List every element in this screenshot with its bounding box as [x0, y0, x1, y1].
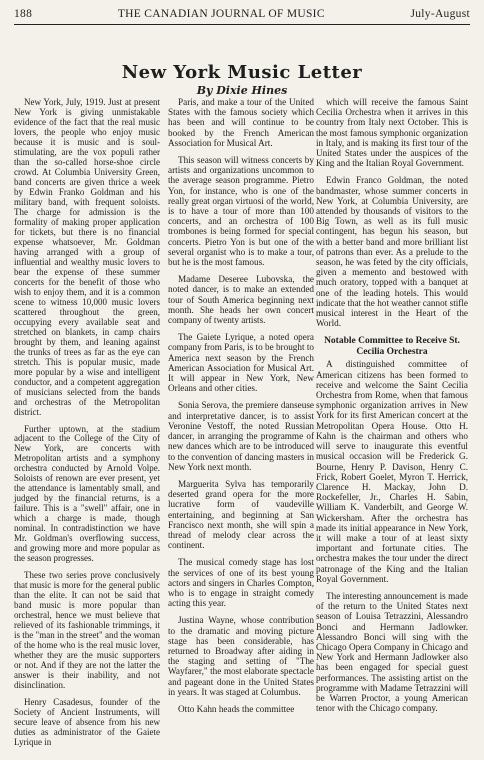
paragraph: Sonia Serova, the premiere danseuse and interpretative dancer, is to assist Veronine Vestoff, the noted Russian dancer, in arranging the programme of new dances which are to be introduced to the convention of dancing masters in New York next month.: [168, 400, 314, 472]
paragraph: Justina Wayne, whose contribution to the dramatic and moving picture stage has been considerable, has returned to Broadway after aiding in the staging and setting of "The Wayfarer," the most elaborate spectacle and pageant done in the United States in years. It was staged at Columbus.: [168, 615, 314, 697]
section-heading: Notable Committee to Receive St. Cecilia Orchestra: [324, 336, 460, 357]
paragraph: These two series prove conclusively that music is more for the general public than the elite. It can not be said that band music is more popular than orchestral, hence we must believe that relieved of its fashionable trimmings, it is the "man in the street" and the woman of the home who is the real music lover, whether they are the music supporters or not. And if they are not the latter the answer is their inability, and not disinclination.: [14, 570, 160, 691]
journal-name: THE CANADIAN JOURNAL OF MUSIC: [117, 8, 325, 20]
page-number: 188: [14, 8, 33, 20]
column-2: [168, 97, 314, 721]
header-rule: [14, 24, 470, 25]
paragraph: Madame Deseree Lubovska, the noted dancer, is to make an extended tour of South America beginning next month. She heads her own concert company of twenty artists.: [168, 274, 314, 326]
paragraph: This season will witness concerts by artists and organizations uncommon to the average season programme. Pietro Yon, for instance, who is one of the really great organ virtuosi of the world, is to have a tour of more than 100 concerts, and an orchestra of 100 trombones is being formed for special concerts. Pietro Yon is but one of the several organist who is to make a tour, but he is the most famous.: [168, 155, 314, 268]
issue-date: July-August: [410, 8, 470, 20]
column-1: [14, 97, 160, 754]
paragraph: Henry Casadesus, founder of the Society of Ancient Instruments, will secure leave of absence from his new duties as administrator of the Gaiete Lyrique in: [14, 697, 160, 748]
column-3: [316, 97, 468, 720]
paragraph: New York, July, 1919. Just at present New York is giving unmistakable evidence of the fact that the real music lovers, the people who enjoy music because it is music and is soul-stimulating, are the vox populi rather than the so-called horse-shoe circle crowd. At Columbia University Green, band concerts are given thrice a week by Edwin Franko Goldman and his military band, with frequent soloists. The charge for admission is the formality of making proper application for tickets, but there is no financial expense whatsoever, Mr. Goldman having arranged with a group of influential and wealthy music lovers to bear the expense of these summer concerts for the benefit of those who wish to enjoy them, and it is a common scene to witness 10,000 music lovers scattered throughout the green, occupying every available seat and stretched on blankets, in camp chairs brought by them, and leaning against the trunks of trees as far as the eye can stretch. This is popular music, made more popular by a wise and intelligent conductor, and a competent aggregation of musicians selected from the bands and orchestras of the Metropolitan district.: [14, 97, 160, 417]
paragraph: Edwin Franco Goldman, the noted bandmaster, whose summer concerts in New York, at Columbia University, are attended by thousands of visitors to the Big Town, as well as its full music contingent, has begun his season, but with a better band and more brilliant list of patrons than ever. As a prelude to the season, he was feted by the city officials, given a memento and bestowed with much oratory, topped with a banquet at one of the leading hotels. This would indicate that the hot weather cannot stifle musical interest in the Heart of the World.: [316, 175, 468, 329]
paragraph: The Gaiete Lyrique, a noted opera company from Paris, is to be brought to America next season by the French American Association for Musical Art. It will appear in New York, New Orleans and other cities.: [168, 332, 314, 394]
article-title: New York Music Letter: [121, 62, 363, 83]
paragraph: Paris, and make a tour of the United States with the famous society which has been and will continue to be booked by the French American Association for Musical Art.: [168, 97, 314, 148]
paragraph: The interesting announcement is made of the return to the United States next season of Louisa Tetrazzini, Alessandro Bonci and Hermann Jadlowker. Alessandro Bonci will sing with the Chicago Opera Company in Chicago and New York and Hermann Jadlowker also has been engaged for special guest performances. The assisting artist on the programme with Madame Tetrazzini will be Warren Proctor, a young American tenor with the Chicago company.: [316, 590, 468, 714]
paragraph: Further uptown, at the stadium adjacent to the College of the City of New York, are concerts with Metropolitan artists and a symphony orchestra conducted by Arnold Volpe. Soloists of renown are ever present, yet the attendance is lamentably small, and judged by the financial returns, is a failure. This is a "swell" affair, one in which a charge is made, though nominal. In contradistinction we have Mr. Goldman's overflowing success, and growing more and more popular as the season progresses.: [14, 423, 160, 564]
paragraph: A distinguished committee of American citizens has been formed to receive and welcome the Saint Cecilia Orchestra from Rome, when that famous symphonic organization arrives in New York for its first American concert at the Metropolitan Opera House. Otto H. Kahn is the chairman and others who will serve to inaugurate this eventful musical occasion will be Frederick G. Bourne, Henry P. Davison, Henry C. Frick, Robert Goelet, Myron T. Herrick, Clarence H. Mackay, John D. Rockefeller, Jr., Charles H. Sabin, William K. Vanderbilt, and George W. Wickersham. After the orchestra has made its initial appearance in New York, it will make a tour of at least sixty important and fortunate cities. The orchestra makes the tour under the direct patronage of the King and the Italian Royal Government.: [316, 359, 468, 584]
paragraph: Otto Kahn heads the committee: [178, 703, 295, 714]
paragraph: Marguerita Sylva has temporarily deserted grand opera for the more lucrative form of vaudeville entertaining, and beginning at San Francisco next month, she will spin a thread of melody clear across the continent.: [168, 478, 314, 551]
running-head: [14, 6, 470, 22]
paragraph: which will receive the famous Saint Cecilia Orchestra when it arrives in this country from Italy next October. This is the most famous symphonic organization in Italy, and is making its first tour of the United States under the auspices of the King and the Italian Royal Government.: [316, 97, 468, 169]
paragraph: The musical comedy stage has lost the services of one of its best young actors and singers in Charles Compton, who is to engage in straight comedy acting this year.: [168, 557, 314, 609]
article-byline: By Dixie Hines: [196, 84, 288, 97]
